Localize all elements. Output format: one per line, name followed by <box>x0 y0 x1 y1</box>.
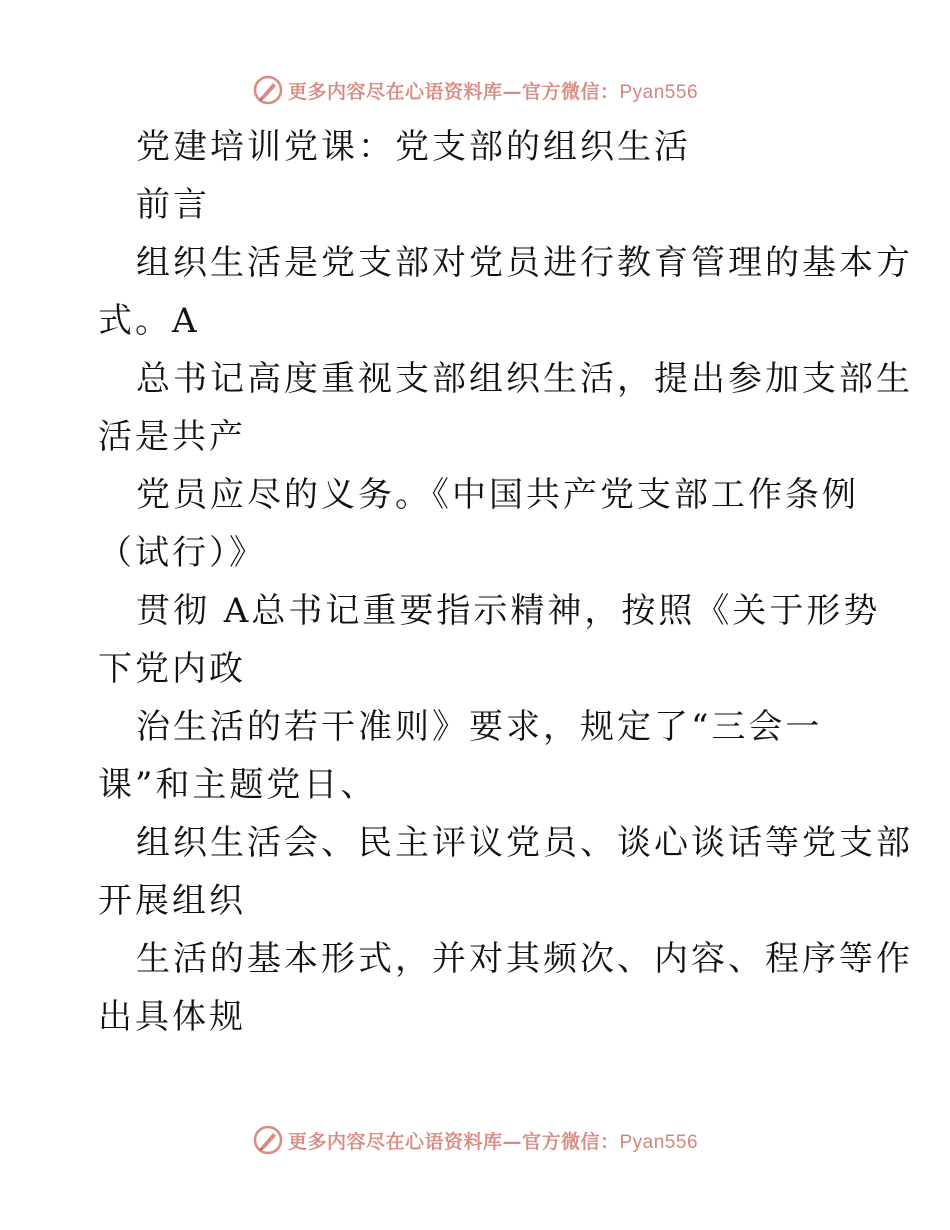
header-watermark <box>0 70 950 110</box>
watermark-text: 更多内容尽在心语资料库—官方微信：Pyan556 <box>287 1130 699 1153</box>
text-line: 生活的基本形式，并对其频次、内容、程序等作 <box>136 939 913 979</box>
text-line: 组织生活会、民主评议党员、谈心谈话等党支部 <box>136 823 913 863</box>
document-body <box>98 118 913 1046</box>
doc-title: 党建培训党课：党支部的组织生活 <box>136 127 691 167</box>
text-line: 组织生活是党支部对党员进行教育管理的基本方 <box>136 243 913 283</box>
section-heading-preface: 前言 <box>136 185 210 225</box>
watermark-text: 更多内容尽在心语资料库—官方微信：Pyan556 <box>287 80 699 103</box>
text-line: （试行）》 <box>98 533 266 573</box>
text-line: 治生活的若干准则》要求，规定了“三会一 <box>136 707 823 747</box>
text-line: 出具体规 <box>98 997 246 1037</box>
text-line: 式。A <box>98 301 200 341</box>
text-line: 党员应尽的义务。《中国共产党支部工作条例 <box>136 475 859 515</box>
text-line: 活是共产 <box>98 417 246 457</box>
text-line: 下党内政 <box>98 649 246 689</box>
text-line: 总书记高度重视支部组织生活，提出参加支部生 <box>136 359 913 399</box>
text-line: 贯彻 A总书记重要指示精神，按照《关于形势 <box>136 591 881 631</box>
footer-watermark <box>0 1120 950 1160</box>
pen-logo-icon <box>252 1124 284 1156</box>
text-line: 课”和主题党日、 <box>98 765 378 805</box>
text-line: 开展组织 <box>98 881 246 921</box>
pen-logo-icon <box>252 74 284 106</box>
